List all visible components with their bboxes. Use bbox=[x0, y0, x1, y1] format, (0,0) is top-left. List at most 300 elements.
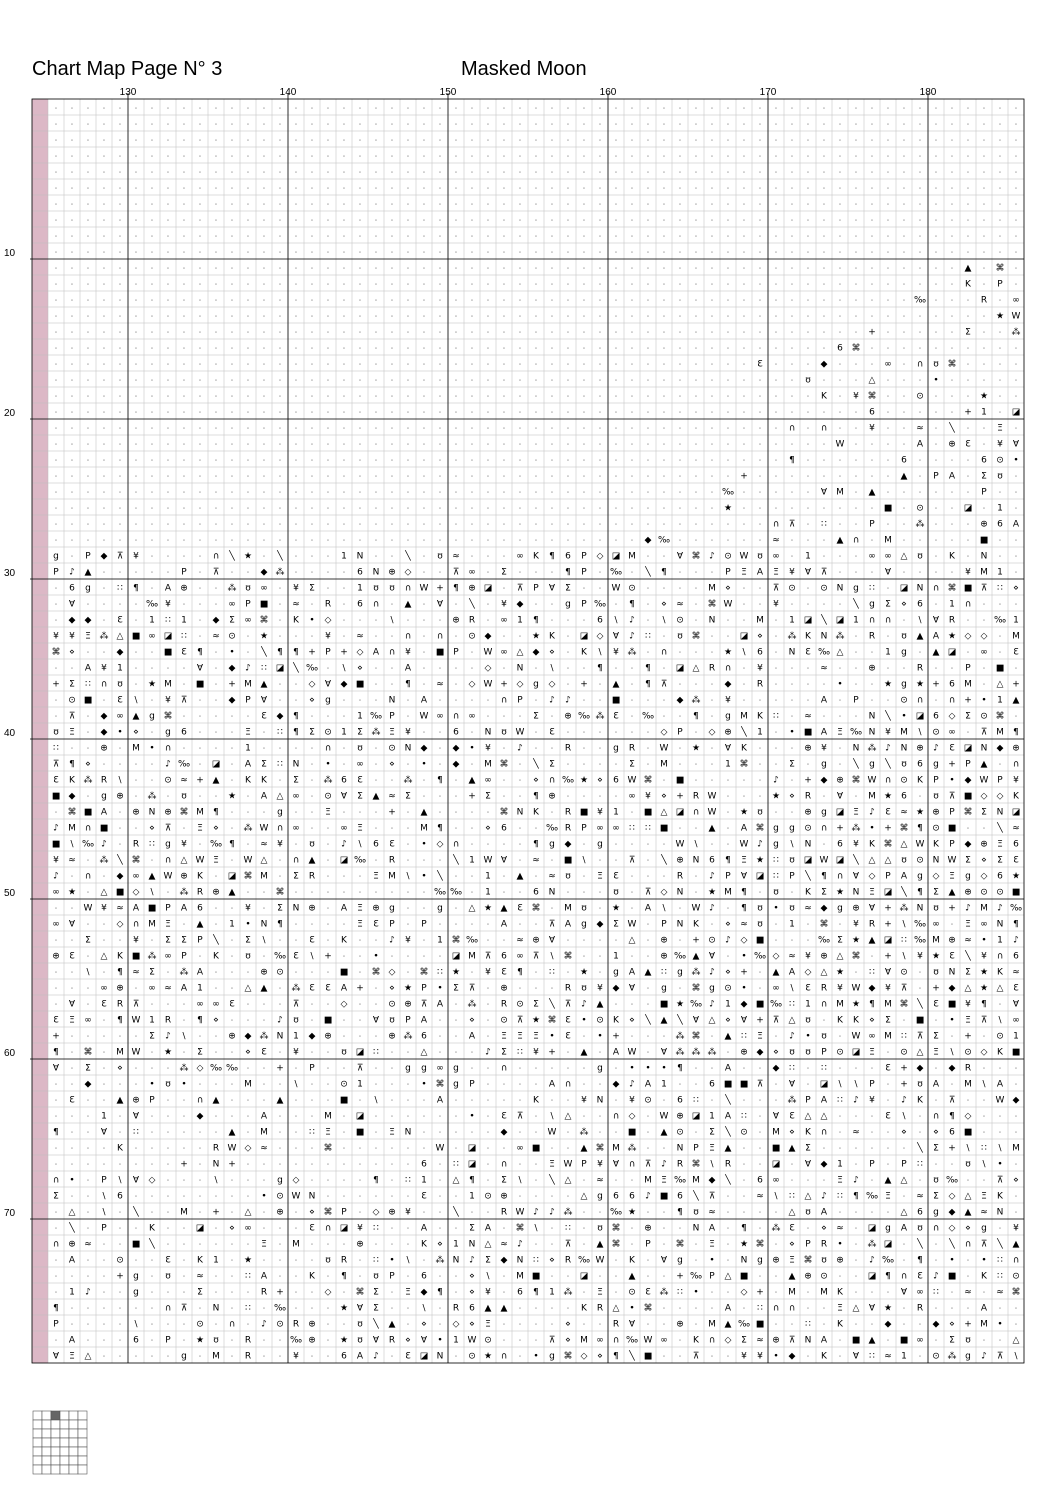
stitch-cell: · bbox=[823, 249, 825, 257]
stitch-cell: ¶ bbox=[517, 968, 523, 978]
stitch-cell: · bbox=[471, 1209, 473, 1217]
stitch-cell: · bbox=[167, 153, 169, 161]
stitch-cell: · bbox=[679, 425, 681, 433]
stitch-cell: · bbox=[311, 1353, 313, 1361]
stitch-cell: · bbox=[711, 297, 713, 305]
stitch-cell: ◆ bbox=[773, 1064, 780, 1074]
stitch-cell: · bbox=[263, 1353, 265, 1361]
stitch-cell: ∞ bbox=[292, 824, 300, 834]
stitch-cell: · bbox=[599, 697, 601, 705]
stitch-cell: · bbox=[71, 297, 73, 305]
stitch-cell: △ bbox=[965, 984, 972, 994]
stitch-cell: · bbox=[695, 585, 697, 593]
stitch-cell: ≈ bbox=[356, 632, 364, 642]
stitch-cell: M bbox=[884, 1032, 892, 1042]
stitch-cell: · bbox=[103, 505, 105, 513]
stitch-cell: ♪ bbox=[869, 1256, 875, 1266]
stitch-cell: · bbox=[935, 457, 937, 465]
stitch-cell: + bbox=[964, 1320, 972, 1330]
stitch-cell: Σ bbox=[981, 472, 987, 482]
stitch-cell: ⊼ bbox=[693, 1352, 700, 1362]
stitch-cell: ⁂ bbox=[372, 727, 381, 738]
stitch-cell: · bbox=[887, 329, 889, 337]
stitch-cell: · bbox=[247, 569, 249, 577]
stitch-cell: · bbox=[759, 1209, 761, 1217]
stitch-cell: · bbox=[711, 841, 713, 849]
stitch-cell: W bbox=[628, 776, 637, 786]
stitch-cell: Ξ bbox=[757, 1032, 763, 1042]
stitch-cell: · bbox=[599, 377, 601, 385]
stitch-cell: ≈ bbox=[196, 1272, 204, 1282]
stitch-cell: · bbox=[855, 969, 857, 977]
stitch-cell: · bbox=[759, 889, 761, 897]
stitch-cell: ∞ bbox=[884, 552, 892, 562]
stitch-cell: · bbox=[599, 1113, 601, 1121]
stitch-cell: W bbox=[244, 856, 253, 866]
stitch-cell: ‰ bbox=[674, 1176, 686, 1186]
stitch-cell: \ bbox=[998, 1016, 1002, 1026]
stitch-cell: · bbox=[391, 1049, 393, 1057]
stitch-cell: · bbox=[407, 393, 409, 401]
stitch-cell: · bbox=[71, 409, 73, 417]
stitch-cell: 6 bbox=[933, 712, 939, 722]
stitch-cell: ʊ bbox=[917, 1224, 923, 1234]
stitch-cell: · bbox=[167, 457, 169, 465]
stitch-cell: · bbox=[919, 265, 921, 273]
stitch-cell: · bbox=[599, 729, 601, 737]
stitch-cell: ∞ bbox=[148, 984, 156, 994]
stitch-cell: · bbox=[855, 313, 857, 321]
stitch-cell: · bbox=[535, 137, 537, 145]
stitch-cell: · bbox=[823, 505, 825, 513]
stitch-cell: Ɐ bbox=[53, 1352, 60, 1362]
stitch-cell: · bbox=[679, 377, 681, 385]
stitch-cell: · bbox=[711, 1065, 713, 1073]
stitch-cell: ♪ bbox=[165, 1032, 171, 1042]
stitch-cell: · bbox=[343, 1321, 345, 1329]
stitch-cell: ⊕ bbox=[116, 984, 124, 994]
stitch-cell: N bbox=[213, 1160, 220, 1170]
stitch-cell: · bbox=[311, 137, 313, 145]
stitch-cell: ≈ bbox=[676, 600, 684, 610]
stitch-cell: · bbox=[407, 201, 409, 209]
stitch-cell: · bbox=[999, 153, 1001, 161]
stitch-cell: · bbox=[199, 409, 201, 417]
stitch-cell: · bbox=[535, 569, 537, 577]
stitch-cell: ╲ bbox=[900, 886, 907, 898]
stitch-cell: ≈ bbox=[548, 872, 556, 882]
stitch-cell: N bbox=[437, 1352, 444, 1362]
stitch-cell: ¶ bbox=[741, 888, 747, 898]
stitch-cell: · bbox=[439, 217, 441, 225]
stitch-cell: · bbox=[167, 1001, 169, 1009]
stitch-cell: · bbox=[1015, 217, 1017, 225]
stitch-cell: · bbox=[55, 201, 57, 209]
stitch-cell: · bbox=[839, 1113, 841, 1121]
stitch-cell: · bbox=[935, 393, 937, 401]
stitch-cell: △ bbox=[85, 1352, 92, 1362]
stitch-cell: · bbox=[855, 1145, 857, 1153]
stitch-cell: · bbox=[295, 345, 297, 353]
stitch-cell: · bbox=[551, 1273, 553, 1281]
stitch-cell: ⌘ bbox=[612, 1224, 621, 1234]
stitch-cell: · bbox=[231, 121, 233, 129]
stitch-cell: A bbox=[1013, 520, 1020, 530]
stitch-cell: · bbox=[519, 1129, 521, 1137]
stitch-cell: · bbox=[823, 265, 825, 273]
stitch-cell: ★ bbox=[916, 680, 924, 690]
stitch-cell: · bbox=[839, 121, 841, 129]
stitch-cell: · bbox=[327, 505, 329, 513]
stitch-cell: · bbox=[359, 505, 361, 513]
stitch-cell: Ɛ bbox=[965, 440, 971, 450]
stitch-cell: △ bbox=[869, 376, 876, 386]
stitch-cell: · bbox=[295, 1257, 297, 1265]
stitch-cell: · bbox=[439, 665, 441, 673]
stitch-cell: · bbox=[503, 361, 505, 369]
stitch-cell: ⊙ bbox=[1012, 1272, 1020, 1282]
stitch-cell: · bbox=[327, 585, 329, 593]
stitch-cell: · bbox=[439, 537, 441, 545]
stitch-cell: · bbox=[743, 1305, 745, 1313]
stitch-cell: ⊼ bbox=[917, 1032, 924, 1042]
stitch-cell: · bbox=[519, 569, 521, 577]
stitch-cell: ◪ bbox=[276, 664, 285, 674]
stitch-cell: · bbox=[951, 1305, 953, 1313]
stitch-cell: · bbox=[423, 393, 425, 401]
stitch-cell: · bbox=[439, 233, 441, 241]
stitch-cell: · bbox=[871, 201, 873, 209]
stitch-cell: ⊕ bbox=[100, 744, 108, 754]
stitch-cell: N bbox=[917, 904, 924, 914]
stitch-cell: · bbox=[791, 361, 793, 369]
stitch-cell: · bbox=[775, 201, 777, 209]
stitch-cell: · bbox=[183, 601, 185, 609]
stitch-cell: ‰ bbox=[610, 568, 622, 578]
stitch-cell: 6 bbox=[869, 408, 875, 418]
stitch-cell: · bbox=[391, 105, 393, 113]
stitch-cell: · bbox=[471, 425, 473, 433]
stitch-cell: · bbox=[151, 1129, 153, 1137]
stitch-cell: · bbox=[615, 137, 617, 145]
stitch-cell: · bbox=[247, 537, 249, 545]
stitch-cell: · bbox=[487, 1081, 489, 1089]
stitch-cell: · bbox=[519, 249, 521, 257]
stitch-cell: · bbox=[183, 281, 185, 289]
stitch-cell: · bbox=[423, 473, 425, 481]
stitch-cell: · bbox=[615, 473, 617, 481]
stitch-cell: ♪ bbox=[485, 1048, 491, 1058]
stitch-cell: · bbox=[87, 137, 89, 145]
stitch-cell: ⊕ bbox=[388, 568, 396, 578]
stitch-cell: · bbox=[151, 729, 153, 737]
stitch-cell: P bbox=[645, 1240, 651, 1250]
stitch-cell: ★ bbox=[884, 680, 892, 690]
stitch-cell: · bbox=[343, 1289, 345, 1297]
stitch-cell: ʊ bbox=[677, 632, 683, 642]
stitch-cell: · bbox=[631, 153, 633, 161]
stitch-cell: · bbox=[55, 1273, 57, 1281]
stitch-cell: · bbox=[599, 105, 601, 113]
stitch-cell: ¥ bbox=[69, 632, 75, 642]
stitch-cell: · bbox=[695, 441, 697, 449]
stitch-cell: · bbox=[535, 329, 537, 337]
stitch-cell: ▲ bbox=[389, 1320, 396, 1330]
stitch-cell: ⌘ bbox=[436, 1080, 445, 1090]
stitch-cell: · bbox=[519, 265, 521, 273]
stitch-cell: · bbox=[679, 121, 681, 129]
stitch-cell: ʊ bbox=[821, 1032, 827, 1042]
stitch-cell: · bbox=[647, 409, 649, 417]
stitch-cell: · bbox=[279, 937, 281, 945]
stitch-cell: · bbox=[759, 985, 761, 993]
stitch-cell: · bbox=[215, 1049, 217, 1057]
stitch-cell: ∩ bbox=[389, 648, 396, 658]
stitch-cell: ⋄ bbox=[405, 1336, 411, 1346]
stitch-cell: · bbox=[999, 377, 1001, 385]
stitch-cell: · bbox=[103, 1289, 105, 1297]
stitch-cell: · bbox=[871, 297, 873, 305]
stitch-cell: 6 bbox=[1013, 840, 1019, 850]
stitch-cell: · bbox=[215, 1193, 217, 1201]
stitch-cell: · bbox=[359, 521, 361, 529]
stitch-cell: ▲ bbox=[965, 264, 972, 274]
stitch-cell: ▲ bbox=[613, 680, 620, 690]
stitch-cell: Ɛ bbox=[69, 952, 75, 962]
stitch-cell: · bbox=[823, 1305, 825, 1313]
stitch-cell: ‰ bbox=[594, 600, 606, 610]
stitch-cell: ¥ bbox=[997, 440, 1003, 450]
stitch-cell: △ bbox=[821, 1112, 828, 1122]
stitch-cell: ♪ bbox=[997, 904, 1003, 914]
stitch-cell: · bbox=[103, 1065, 105, 1073]
stitch-cell: · bbox=[87, 1225, 89, 1233]
stitch-cell: ʊ bbox=[245, 584, 251, 594]
stitch-cell: · bbox=[855, 281, 857, 289]
stitch-cell: ∷ bbox=[277, 728, 283, 738]
stitch-cell: · bbox=[407, 1113, 409, 1121]
stitch-cell: · bbox=[711, 425, 713, 433]
stitch-cell: · bbox=[487, 441, 489, 449]
stitch-cell: g bbox=[933, 1208, 939, 1218]
stitch-cell: · bbox=[295, 281, 297, 289]
stitch-cell: Ɐ bbox=[53, 1064, 60, 1074]
stitch-cell: · bbox=[215, 665, 217, 673]
stitch-cell: P bbox=[421, 920, 427, 930]
stitch-cell: ¶ bbox=[533, 1288, 539, 1298]
stitch-cell: · bbox=[839, 569, 841, 577]
stitch-cell: ⋄ bbox=[773, 1048, 779, 1058]
stitch-cell: K bbox=[533, 552, 540, 562]
stitch-cell: ¶ bbox=[1013, 728, 1019, 738]
stitch-cell: · bbox=[1015, 713, 1017, 721]
stitch-cell: ⁂ bbox=[1012, 327, 1021, 338]
stitch-cell: + bbox=[548, 1048, 556, 1058]
stitch-cell: · bbox=[135, 185, 137, 193]
stitch-cell: · bbox=[567, 137, 569, 145]
stitch-cell: Ɛ bbox=[933, 1000, 939, 1010]
stitch-cell: · bbox=[455, 169, 457, 177]
stitch-cell: · bbox=[247, 345, 249, 353]
stitch-cell: · bbox=[647, 425, 649, 433]
stitch-cell: · bbox=[727, 393, 729, 401]
stitch-cell: N bbox=[709, 616, 716, 626]
stitch-cell: · bbox=[727, 1209, 729, 1217]
stitch-cell: · bbox=[599, 137, 601, 145]
stitch-cell: · bbox=[551, 329, 553, 337]
stitch-cell: • bbox=[629, 1064, 634, 1074]
stitch-cell: ★ bbox=[836, 968, 844, 978]
stitch-cell: · bbox=[663, 873, 665, 881]
stitch-cell: · bbox=[359, 1017, 361, 1025]
stitch-cell: · bbox=[391, 345, 393, 353]
stitch-cell: · bbox=[375, 409, 377, 417]
stitch-cell: · bbox=[55, 665, 57, 673]
stitch-cell: · bbox=[375, 137, 377, 145]
stitch-cell: A bbox=[181, 904, 188, 914]
stitch-cell: · bbox=[359, 137, 361, 145]
stitch-cell: · bbox=[983, 137, 985, 145]
stitch-cell: Ɐ bbox=[837, 792, 844, 802]
stitch-cell: · bbox=[55, 505, 57, 513]
stitch-cell: · bbox=[791, 169, 793, 177]
stitch-cell: M bbox=[212, 1352, 220, 1362]
stitch-cell: · bbox=[55, 1225, 57, 1233]
stitch-cell: ╲ bbox=[996, 1238, 1003, 1250]
stitch-cell: · bbox=[215, 1241, 217, 1249]
stitch-cell: • bbox=[805, 1032, 810, 1042]
stitch-cell: · bbox=[599, 329, 601, 337]
stitch-cell: ¶ bbox=[677, 1208, 683, 1218]
stitch-cell: g bbox=[549, 1352, 555, 1362]
stitch-cell: · bbox=[503, 169, 505, 177]
stitch-cell: W bbox=[516, 1208, 525, 1218]
stitch-cell: A bbox=[69, 1256, 76, 1266]
stitch-cell: · bbox=[103, 233, 105, 241]
stitch-cell: · bbox=[279, 441, 281, 449]
stitch-cell: · bbox=[407, 1161, 409, 1169]
stitch-cell: · bbox=[487, 409, 489, 417]
stitch-cell: · bbox=[727, 905, 729, 913]
stitch-cell: · bbox=[375, 1129, 377, 1137]
stitch-cell: ⋄ bbox=[757, 632, 763, 642]
stitch-cell: g bbox=[133, 1272, 139, 1282]
stitch-cell: · bbox=[455, 425, 457, 433]
stitch-cell: · bbox=[935, 1097, 937, 1105]
stitch-cell: · bbox=[487, 121, 489, 129]
stitch-cell: · bbox=[55, 313, 57, 321]
stitch-cell: + bbox=[356, 984, 364, 994]
stitch-cell: P bbox=[869, 1080, 875, 1090]
stitch-cell: W bbox=[260, 824, 269, 834]
stitch-cell: 6 bbox=[917, 1208, 923, 1218]
stitch-cell: ¥ bbox=[165, 696, 171, 706]
stitch-cell: · bbox=[551, 905, 553, 913]
stitch-cell: ⌘ bbox=[564, 952, 573, 962]
stitch-cell: · bbox=[535, 441, 537, 449]
stitch-cell: · bbox=[359, 457, 361, 465]
stitch-cell: A bbox=[933, 632, 940, 642]
stitch-cell: ⋄ bbox=[629, 1016, 635, 1026]
stitch-cell: · bbox=[903, 1321, 905, 1329]
stitch-cell: · bbox=[311, 889, 313, 897]
stitch-cell: · bbox=[327, 1305, 329, 1313]
stitch-cell: ¥ bbox=[597, 808, 603, 818]
stitch-cell: · bbox=[343, 425, 345, 433]
stitch-cell: · bbox=[119, 409, 121, 417]
stitch-cell: · bbox=[887, 1337, 889, 1345]
stitch-cell: · bbox=[519, 473, 521, 481]
stitch-cell: · bbox=[983, 601, 985, 609]
stitch-cell: K bbox=[213, 952, 220, 962]
stitch-cell: · bbox=[199, 745, 201, 753]
stitch-cell: · bbox=[375, 345, 377, 353]
stitch-cell: ⊼ bbox=[949, 1096, 956, 1106]
stitch-cell: ⌘ bbox=[948, 360, 957, 370]
stitch-cell: · bbox=[919, 985, 921, 993]
stitch-cell: · bbox=[967, 425, 969, 433]
stitch-cell: ╲ bbox=[724, 1174, 731, 1186]
stitch-cell: 1 bbox=[789, 616, 795, 626]
stitch-cell: · bbox=[471, 969, 473, 977]
stitch-cell: · bbox=[375, 297, 377, 305]
stitch-cell: A bbox=[741, 824, 748, 834]
stitch-cell: ▲ bbox=[277, 1096, 284, 1106]
stitch-cell: · bbox=[487, 1145, 489, 1153]
stitch-cell: · bbox=[471, 537, 473, 545]
stitch-cell: · bbox=[71, 313, 73, 321]
stitch-cell: · bbox=[791, 329, 793, 337]
stitch-cell: · bbox=[359, 249, 361, 257]
stitch-cell: · bbox=[471, 697, 473, 705]
stitch-cell: M bbox=[516, 1272, 524, 1282]
stitch-cell: · bbox=[807, 1289, 809, 1297]
stitch-cell: ¥ bbox=[1013, 776, 1019, 786]
stitch-cell: · bbox=[215, 1321, 217, 1329]
stitch-cell: · bbox=[231, 1113, 233, 1121]
stitch-cell: · bbox=[119, 1321, 121, 1329]
stitch-cell: · bbox=[71, 1193, 73, 1201]
stitch-cell: P bbox=[853, 696, 859, 706]
stitch-cell: · bbox=[855, 425, 857, 433]
stitch-cell: ∩ bbox=[197, 1096, 204, 1106]
stitch-cell: · bbox=[791, 201, 793, 209]
stitch-cell: · bbox=[551, 537, 553, 545]
stitch-cell: · bbox=[583, 233, 585, 241]
stitch-cell: ‰ bbox=[850, 728, 862, 738]
stitch-cell: · bbox=[679, 441, 681, 449]
stitch-cell: · bbox=[327, 1065, 329, 1073]
stitch-cell: · bbox=[823, 233, 825, 241]
stitch-cell: · bbox=[839, 553, 841, 561]
stitch-cell: · bbox=[663, 1241, 665, 1249]
stitch-cell: · bbox=[567, 1305, 569, 1313]
stitch-cell: · bbox=[535, 217, 537, 225]
stitch-cell: · bbox=[551, 1321, 553, 1329]
stitch-cell: · bbox=[455, 1273, 457, 1281]
stitch-cell: \ bbox=[966, 1144, 970, 1154]
stitch-cell: · bbox=[279, 393, 281, 401]
stitch-cell: · bbox=[535, 393, 537, 401]
stitch-cell: · bbox=[183, 681, 185, 689]
stitch-cell: · bbox=[55, 1337, 57, 1345]
stitch-cell: ■ bbox=[916, 1016, 925, 1026]
stitch-cell: · bbox=[599, 857, 601, 865]
stitch-cell: · bbox=[487, 169, 489, 177]
stitch-cell: · bbox=[599, 489, 601, 497]
stitch-cell: Ɛ bbox=[885, 808, 891, 818]
stitch-cell: R bbox=[629, 744, 635, 754]
